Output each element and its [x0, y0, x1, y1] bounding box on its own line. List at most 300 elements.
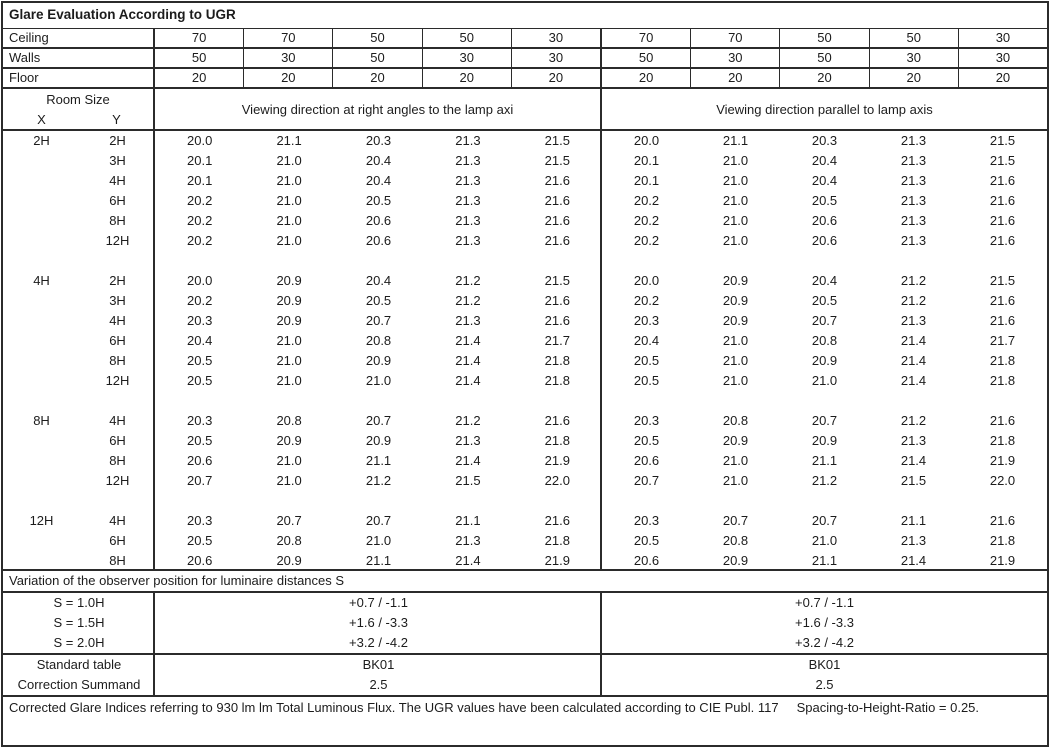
- variation-row: [3, 593, 1047, 613]
- ugr-value: 20.4: [365, 153, 392, 168]
- ugr-value: 20.9: [276, 293, 302, 308]
- reflectance-value: 70: [243, 29, 332, 47]
- ugr-row: [3, 471, 1047, 491]
- ugr-value: 21.0: [722, 473, 749, 488]
- ugr-value: 20.2: [633, 293, 660, 308]
- ugr-value: 21.8: [989, 373, 1016, 388]
- x-spacer: [3, 371, 80, 391]
- ugr-row: [3, 411, 1047, 431]
- ugr-value: 20.7: [633, 473, 660, 488]
- variation-rows: [3, 593, 1047, 653]
- reflectance-value: 20: [690, 69, 779, 87]
- ugr-value: 21.4: [900, 453, 927, 468]
- left-values: [155, 331, 602, 351]
- left-values: [155, 411, 602, 431]
- vertical-divider: [153, 655, 155, 695]
- ugr-value: 20.0: [187, 273, 213, 288]
- ugr-group: [3, 511, 1047, 571]
- ugr-row: [3, 211, 1047, 231]
- ugr-value: 20.9: [811, 433, 838, 448]
- ugr-value: 21.4: [900, 333, 927, 348]
- ugr-value: 21.6: [989, 233, 1016, 248]
- ugr-value: 21.3: [900, 533, 927, 548]
- group-rows: [3, 411, 1047, 491]
- right-values: [602, 431, 1047, 451]
- x-spacer: [3, 551, 80, 571]
- ugr-value: 21.1: [365, 453, 392, 468]
- ugr-value: 21.0: [276, 473, 302, 488]
- ugr-value: 21.1: [811, 553, 838, 568]
- room-y-label: 6H: [109, 533, 126, 548]
- ugr-value: 20.0: [633, 133, 660, 148]
- reflectance-label: Walls: [3, 49, 155, 67]
- ugr-value: 20.1: [187, 153, 213, 168]
- reflectance-value: 30: [422, 49, 511, 67]
- ugr-value: 20.1: [633, 173, 660, 188]
- room-y-label: 6H: [109, 193, 126, 208]
- ugr-value: 20.5: [811, 293, 838, 308]
- ugr-value: 21.3: [455, 213, 481, 228]
- ugr-value: 21.0: [722, 333, 749, 348]
- right-values: [602, 371, 1047, 391]
- ugr-value: 20.4: [811, 273, 838, 288]
- summary-row: [3, 655, 1047, 675]
- reflectance-value: 20: [191, 70, 207, 85]
- room-y-label: 4H: [109, 173, 126, 188]
- room-y-label: 3H: [109, 293, 126, 308]
- reflectance-value: 30: [958, 29, 1047, 47]
- x-spacer: [3, 471, 80, 491]
- ugr-value: 21.4: [900, 353, 927, 368]
- ugr-row: [3, 451, 1047, 471]
- ugr-value: 21.3: [455, 173, 481, 188]
- ugr-value: 21.3: [455, 433, 481, 448]
- ugr-value: 20.5: [633, 353, 660, 368]
- ugr-value: 20.6: [365, 233, 392, 248]
- ugr-value: 20.3: [187, 413, 213, 428]
- reflectance-value: 30: [690, 49, 779, 67]
- summary-rows: [3, 655, 1047, 695]
- ugr-row: [3, 311, 1047, 331]
- summary-left-value: BK01: [362, 657, 395, 672]
- reflectance-values: [155, 29, 1047, 47]
- ugr-value: 21.0: [276, 453, 302, 468]
- ugr-value: 20.7: [187, 473, 213, 488]
- ugr-value: 22.0: [544, 473, 570, 488]
- summary-left-value: 2.5: [369, 677, 388, 692]
- ugr-group: [3, 131, 1047, 251]
- x-spacer: [3, 351, 80, 371]
- ugr-value: 20.8: [811, 333, 838, 348]
- left-values: [155, 171, 602, 191]
- ugr-value: 20.6: [365, 213, 392, 228]
- ugr-value: 21.0: [811, 533, 838, 548]
- right-values: [602, 331, 1047, 351]
- s-left-value: +3.2 / -4.2: [349, 635, 408, 650]
- room-y-label: 6H: [109, 333, 126, 348]
- ugr-groups: [3, 131, 1047, 571]
- ugr-data-area: [3, 131, 1047, 571]
- ugr-value: 21.2: [900, 273, 927, 288]
- ugr-value: 21.3: [900, 173, 927, 188]
- x-spacer: [3, 531, 80, 551]
- ugr-value: 20.4: [365, 273, 392, 288]
- ugr-value: 21.6: [989, 213, 1016, 228]
- ugr-value: 20.9: [276, 313, 302, 328]
- ugr-value: 20.3: [187, 313, 213, 328]
- spacing-ratio-note: Spacing-to-Height-Ratio = 0.25.: [796, 700, 980, 715]
- ugr-value: 21.2: [811, 473, 838, 488]
- group-x-label: 4H: [33, 273, 50, 288]
- ugr-row: [3, 191, 1047, 211]
- right-values: [602, 531, 1047, 551]
- ugr-value: 21.9: [989, 453, 1016, 468]
- reflectance-value: 50: [779, 29, 868, 47]
- s-label: S = 1.0H: [53, 595, 105, 610]
- y-axis-label: Y: [112, 112, 121, 127]
- reflectance-value: 30: [511, 49, 600, 67]
- ugr-glare-table: [1, 1, 1049, 747]
- reflectance-value: 20: [869, 69, 958, 87]
- ugr-row: [3, 131, 1047, 151]
- reflectance-label: Ceiling: [3, 29, 155, 47]
- ugr-value: 21.5: [989, 133, 1016, 148]
- right-values: [602, 351, 1047, 371]
- ugr-value: 20.7: [365, 513, 392, 528]
- ugr-value: 21.3: [900, 133, 927, 148]
- reflectance-section: [3, 29, 1047, 89]
- s-label: S = 1.5H: [53, 615, 105, 630]
- left-values: [155, 311, 602, 331]
- ugr-row: [3, 351, 1047, 371]
- left-values: [155, 211, 602, 231]
- xy-labels: [3, 110, 153, 129]
- ugr-value: 21.6: [989, 413, 1016, 428]
- ugr-value: 21.4: [455, 373, 481, 388]
- right-values: [602, 511, 1047, 531]
- footer-note: [3, 697, 1047, 718]
- ugr-value: 20.2: [187, 213, 213, 228]
- ugr-value: 21.6: [544, 173, 570, 188]
- ugr-value: 21.3: [900, 313, 927, 328]
- ugr-value: 20.9: [276, 273, 302, 288]
- ugr-value: 21.0: [722, 153, 749, 168]
- ugr-value: 20.3: [633, 513, 660, 528]
- ugr-value: 21.5: [544, 273, 570, 288]
- ugr-value: 21.5: [544, 133, 570, 148]
- ugr-value: 20.2: [633, 213, 660, 228]
- ugr-value: 20.2: [187, 233, 213, 248]
- ugr-row: [3, 291, 1047, 311]
- reflectance-value: 20: [958, 69, 1047, 87]
- room-size-header: [3, 89, 155, 129]
- x-spacer: [3, 231, 80, 251]
- ugr-value: 21.2: [455, 413, 481, 428]
- ugr-value: 20.5: [187, 373, 213, 388]
- reflectance-value: 30: [958, 49, 1047, 67]
- right-values: [602, 411, 1047, 431]
- vertical-divider: [153, 593, 155, 653]
- ugr-value: 20.7: [365, 313, 392, 328]
- ugr-value: 21.3: [900, 233, 927, 248]
- ugr-value: 21.0: [276, 213, 302, 228]
- s-left-value: +1.6 / -3.3: [349, 615, 408, 630]
- reflectance-value: 50: [779, 49, 868, 67]
- right-values: [602, 151, 1047, 171]
- ugr-value: 21.3: [455, 233, 481, 248]
- ugr-value: 20.7: [811, 413, 838, 428]
- ugr-value: 21.0: [722, 173, 749, 188]
- ugr-row: [3, 531, 1047, 551]
- reflectance-row: [3, 49, 1047, 69]
- x-spacer: [3, 331, 80, 351]
- ugr-row: [3, 271, 1047, 291]
- room-y-label: 12H: [105, 473, 130, 488]
- left-values: [155, 151, 602, 171]
- ugr-value: 20.5: [633, 533, 660, 548]
- ugr-row: [3, 511, 1047, 531]
- left-values: [155, 351, 602, 371]
- room-y-label: 12H: [105, 233, 130, 248]
- x-spacer: [3, 151, 80, 171]
- ugr-value: 21.8: [989, 353, 1016, 368]
- room-size-label: Room Size: [46, 92, 110, 107]
- left-values: [155, 291, 602, 311]
- ugr-value: 21.5: [989, 273, 1016, 288]
- ugr-value: 21.3: [455, 133, 481, 148]
- ugr-value: 20.4: [811, 173, 838, 188]
- ugr-value: 20.5: [633, 433, 660, 448]
- ugr-group: [3, 271, 1047, 391]
- group-rows: [3, 511, 1047, 571]
- ugr-value: 21.4: [900, 553, 927, 568]
- right-values: [602, 291, 1047, 311]
- reflectance-values: [155, 49, 1047, 67]
- ugr-value: 21.1: [455, 513, 481, 528]
- ugr-value: 20.7: [276, 513, 302, 528]
- ugr-value: 21.7: [989, 333, 1016, 348]
- s-left-value: +0.7 / -1.1: [349, 595, 408, 610]
- ugr-value: 21.0: [365, 373, 392, 388]
- ugr-value: 20.5: [811, 193, 838, 208]
- reflectance-value: 50: [869, 29, 958, 47]
- ugr-row: [3, 551, 1047, 571]
- ugr-value: 21.8: [544, 433, 570, 448]
- reflectance-row: [3, 69, 1047, 89]
- reflectance-value: 70: [191, 30, 207, 45]
- ugr-value: 20.7: [811, 513, 838, 528]
- s-right-value: +0.7 / -1.1: [795, 595, 854, 610]
- ugr-value: 20.4: [365, 173, 392, 188]
- ugr-value: 21.6: [544, 233, 570, 248]
- ugr-value: 20.1: [633, 153, 660, 168]
- ugr-value: 20.6: [811, 233, 838, 248]
- room-y-label: 2H: [109, 273, 126, 288]
- ugr-value: 20.0: [187, 133, 213, 148]
- table-header: [3, 89, 1047, 131]
- ugr-value: 21.0: [276, 193, 302, 208]
- ugr-value: 21.3: [900, 213, 927, 228]
- right-values: [602, 451, 1047, 471]
- variation-row: [3, 633, 1047, 653]
- ugr-value: 21.6: [989, 193, 1016, 208]
- right-values: [602, 191, 1047, 211]
- room-y-label: 8H: [109, 453, 126, 468]
- ugr-value: 20.9: [811, 353, 838, 368]
- ugr-value: 20.9: [722, 293, 749, 308]
- ugr-value: 21.8: [989, 533, 1016, 548]
- ugr-value: 21.6: [544, 293, 570, 308]
- reflectance-value: 20: [511, 69, 600, 87]
- variation-section: [3, 593, 1047, 655]
- left-values: [155, 531, 602, 551]
- ugr-value: 20.6: [633, 453, 660, 468]
- right-values: [602, 131, 1047, 151]
- right-values: [602, 471, 1047, 491]
- reflectance-value: 30: [869, 49, 958, 67]
- s-right-value: +1.6 / -3.3: [795, 615, 854, 630]
- variation-heading: Variation of the observer position for luminaire distances S: [3, 571, 1047, 593]
- ugr-value: 21.5: [544, 153, 570, 168]
- ugr-value: 21.0: [276, 173, 302, 188]
- ugr-value: 21.3: [455, 193, 481, 208]
- footer-text: Corrected Glare Indices referring to 930 lm lm Total Luminous Flux. The UGR values have been calculated according to CIE Publ. 117: [9, 700, 779, 715]
- vertical-divider: [600, 655, 602, 695]
- left-values: [155, 511, 602, 531]
- left-values: [155, 471, 602, 491]
- group-x-label: 12H: [29, 513, 54, 528]
- ugr-value: 20.6: [187, 453, 213, 468]
- left-values: [155, 551, 602, 571]
- ugr-value: 21.6: [544, 313, 570, 328]
- room-y-label: 3H: [109, 153, 126, 168]
- ugr-value: 20.3: [365, 133, 392, 148]
- right-values: [602, 171, 1047, 191]
- right-values: [602, 211, 1047, 231]
- left-values: [155, 431, 602, 451]
- ugr-value: 21.1: [365, 553, 392, 568]
- ugr-value: 21.6: [989, 313, 1016, 328]
- ugr-value: 21.0: [811, 373, 838, 388]
- x-spacer: [3, 431, 80, 451]
- left-values: [155, 371, 602, 391]
- ugr-value: 20.8: [722, 533, 749, 548]
- ugr-value: 21.0: [722, 193, 749, 208]
- left-heading: Viewing direction at right angles to the lamp axi: [155, 89, 602, 129]
- reflectance-value: 20: [779, 69, 868, 87]
- summary-row: [3, 675, 1047, 695]
- room-y-label: 6H: [109, 433, 126, 448]
- ugr-row: [3, 171, 1047, 191]
- reflectance-value: 70: [600, 29, 690, 47]
- ugr-value: 20.7: [811, 313, 838, 328]
- reflectance-value: 20: [243, 69, 332, 87]
- s-right-value: +3.2 / -4.2: [795, 635, 854, 650]
- ugr-value: 20.4: [187, 333, 213, 348]
- left-values: [155, 271, 602, 291]
- reflectance-value: 30: [511, 29, 600, 47]
- reflectance-value: 50: [332, 29, 421, 47]
- ugr-value: 21.3: [455, 313, 481, 328]
- ugr-value: 21.9: [989, 553, 1016, 568]
- ugr-value: 21.9: [544, 553, 570, 568]
- ugr-value: 20.5: [365, 293, 392, 308]
- page-title: Glare Evaluation According to UGR: [3, 3, 1047, 29]
- group-x-label: 8H: [33, 413, 50, 428]
- summary-label: Correction Summand: [17, 677, 141, 692]
- reflectance-value: 20: [600, 69, 690, 87]
- ugr-value: 20.2: [187, 293, 213, 308]
- group-rows: [3, 271, 1047, 391]
- left-values: [155, 191, 602, 211]
- reflectance-value: 50: [191, 50, 207, 65]
- ugr-value: 20.9: [722, 433, 749, 448]
- group-x-label: 2H: [33, 133, 50, 148]
- reflectance-row: [3, 29, 1047, 49]
- ugr-value: 21.8: [989, 433, 1016, 448]
- ugr-value: 21.1: [900, 513, 927, 528]
- summary-label: Standard table: [36, 657, 122, 672]
- ugr-value: 21.6: [544, 513, 570, 528]
- x-spacer: [3, 191, 80, 211]
- ugr-value: 21.6: [544, 213, 570, 228]
- ugr-value: 20.8: [365, 333, 392, 348]
- room-y-label: 12H: [105, 373, 130, 388]
- ugr-value: 20.1: [187, 173, 213, 188]
- reflectance-values: [155, 69, 1047, 87]
- ugr-value: 20.3: [633, 313, 660, 328]
- ugr-value: 20.9: [722, 273, 749, 288]
- x-spacer: [3, 311, 80, 331]
- ugr-value: 21.0: [722, 213, 749, 228]
- x-spacer: [3, 451, 80, 471]
- ugr-value: 21.8: [544, 353, 570, 368]
- room-y-label: 2H: [109, 133, 126, 148]
- ugr-value: 21.8: [544, 533, 570, 548]
- room-y-label: 4H: [109, 313, 126, 328]
- ugr-value: 20.2: [187, 193, 213, 208]
- ugr-value: 20.8: [722, 413, 749, 428]
- right-values: [602, 231, 1047, 251]
- right-heading: Viewing direction parallel to lamp axis: [716, 101, 933, 117]
- ugr-value: 21.3: [455, 533, 481, 548]
- ugr-value: 21.0: [276, 353, 302, 368]
- ugr-value: 21.0: [276, 233, 302, 248]
- x-axis-label: X: [37, 112, 46, 127]
- ugr-group: [3, 411, 1047, 491]
- ugr-value: 21.1: [811, 453, 838, 468]
- ugr-value: 21.3: [900, 433, 927, 448]
- reflectance-value: 20: [332, 69, 421, 87]
- ugr-value: 21.0: [276, 153, 302, 168]
- ugr-value: 20.0: [633, 273, 660, 288]
- ugr-value: 20.5: [365, 193, 392, 208]
- ugr-value: 20.3: [633, 413, 660, 428]
- room-y-label: 4H: [109, 513, 126, 528]
- ugr-value: 21.3: [900, 153, 927, 168]
- ugr-value: 21.4: [900, 373, 927, 388]
- ugr-value: 21.3: [900, 193, 927, 208]
- ugr-value: 21.8: [544, 373, 570, 388]
- ugr-value: 21.9: [544, 453, 570, 468]
- ugr-value: 21.4: [455, 453, 481, 468]
- summary-right-value: BK01: [808, 657, 841, 672]
- ugr-value: 21.4: [455, 333, 481, 348]
- ugr-value: 20.9: [276, 433, 302, 448]
- ugr-value: 21.0: [722, 373, 749, 388]
- reflectance-value: 50: [422, 29, 511, 47]
- ugr-value: 21.6: [989, 293, 1016, 308]
